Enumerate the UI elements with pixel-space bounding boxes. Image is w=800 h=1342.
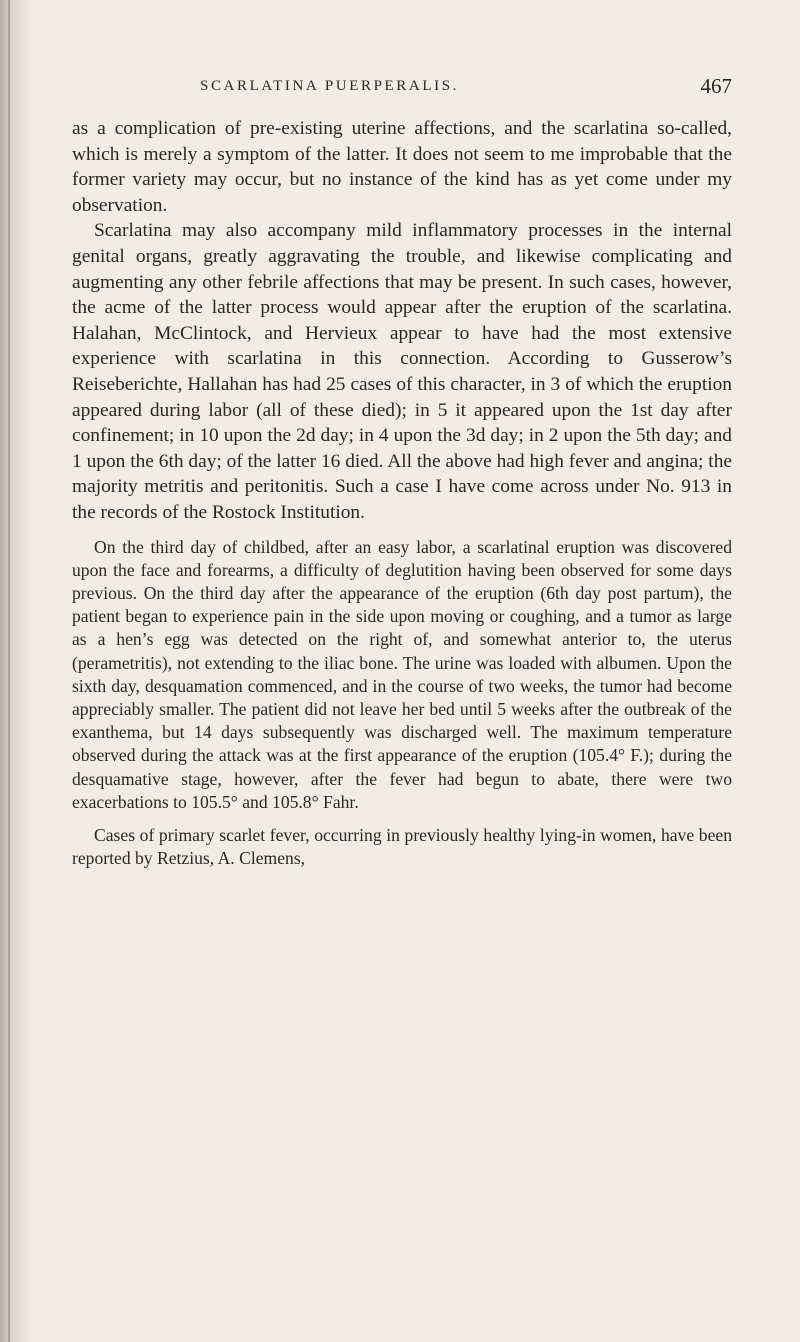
running-head [72, 76, 732, 116]
running-head-title: SCARLATINA PUERPERALIS. [200, 78, 459, 94]
book-page [72, 76, 732, 870]
paragraph-inflammatory: Scarlatina may also accompany mild inflammatory processes in the internal genital organs, greatly aggravating the trouble, and likewise complicating and augmenting any other febrile affections that may be present. In such cases, however, the acme of the latter process would appear after the eruption of the scarlatina. Halahan, McClintock, and Hervieux appear to have had the most extensive experience with scarlatina in this connection. According to Gusserow’s Reiseberichte, Hallahan has had 25 cases of this character, in 3 of which the eruption appeared during labor (all of these died); in 5 it appeared upon the 1st day after confinement; in 10 upon the 2d day; in 4 upon the 3d day; in 2 upon the 5th day; and 1 upon the 6th day; of the latter 16 died. All the above had high fever and angina; the majority metritis and peritonitis. Such a case I have come across under No. 913 in the records of the Rostock Institution. [72, 220, 732, 523]
paragraph-continuation: as a complication of pre-existing uterine affections, and the scarlatina so-called, which is merely a symptom of the latter. It does not seem to me improbable that the former variety may occur, but no instance of the kind has as yet come under my observation. [72, 118, 732, 216]
paragraph-primary-scarlet: Cases of primary scarlet fever, occurring in previously healthy lying-in women, have been reported by Retzius, A. Clemens, [72, 824, 732, 869]
binding-gutter [0, 0, 34, 1342]
paragraph-case-report: On the third day of childbed, after an easy labor, a scarlatinal eruption was discovered upon the face and forearms, a difficulty of deglutition having been observed for some days previous. On the third day after the appearance of the eruption (6th day post partum), the patient began to experience pain in the side upon moving or coughing, and a tumor as large as a hen’s egg was detected on the right of, and somewhat anterior to, the uterus (perametritis), not extending to the iliac bone. The urine was loaded with albumen. Upon the sixth day, desquamation commenced, and in the course of two weeks, the tumor had become appreciably smaller. The patient did not leave her bed until 5 weeks after the outbreak of the exanthema, but 14 days subsequently was discharged well. The maximum temperature observed during the attack was at the first appearance of the eruption (105.4° F.); during the desquamative stage, however, after the fever had begun to abate, there were two exacerbations to 105.5° and 105.8° Fahr. [72, 536, 732, 812]
binding-edge [8, 0, 10, 1342]
page-number: 467 [700, 74, 732, 98]
